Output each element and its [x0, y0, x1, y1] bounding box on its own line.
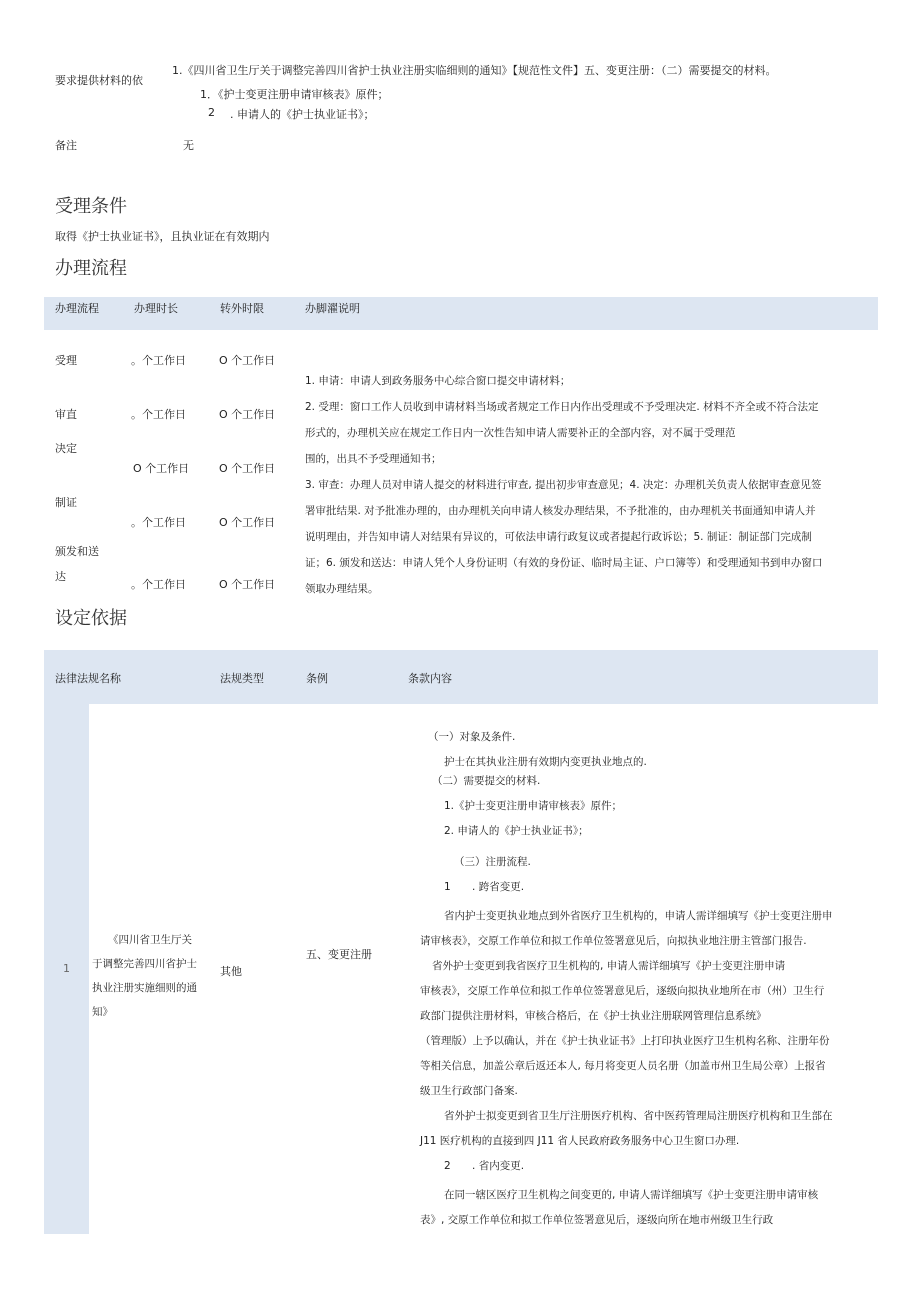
process-step-limit: O 个工作日: [219, 462, 276, 475]
process-heading: 办理流程: [55, 258, 127, 279]
materials-line-1: 1.《四川省卫生厅关于调整完善四川省护士执业注册实临细则的通知》【规范性文件】五、变更注册：（二）需要提交的材料。: [172, 64, 777, 77]
content-line: . 省内变更.: [472, 1160, 525, 1172]
process-description-line: 围的，出具不予受理通知书；: [305, 453, 442, 465]
content-line: 1.《护士变更注册申请审核表》原件；: [444, 800, 623, 812]
content-line: J11 医疗机构的直接到四 J11 省人民政府政务服务中心卫生窗口办理.: [420, 1135, 740, 1147]
basis-header-name: 法律法规名称: [55, 672, 121, 685]
content-line-number: 2: [444, 1160, 451, 1172]
content-line: 等相关信息，加盖公章后返还本人, 每月将变更人员名册（加盖市州卫生局公章）上报省: [420, 1060, 826, 1072]
process-description-line: 3. 审查：办理人员对申请人提交的材料进行审查, 提出初步审查意见；4. 决定：办理机关负责人依据审查意见签: [305, 479, 822, 491]
materials-line-3-number: 2: [208, 106, 215, 119]
content-line: 表》, 交原工作单位和拟工作单位签署意见后，逐级向所在地市州级卫生行政: [420, 1214, 774, 1226]
materials-line-2: 1．《护士变更注册申请审核表》原件；: [200, 88, 389, 101]
process-step-name: 审直: [55, 408, 77, 421]
basis-heading: 设定依据: [55, 608, 127, 629]
content-line: 在同一辖区医疗卫生机构之间变更的, 申请人需详细填写《护士变更注册申请审核: [444, 1189, 819, 1201]
process-description: [305, 368, 885, 602]
process-step-duration: O 个工作日: [133, 462, 190, 475]
content-line: 护士在其执业注册有效期内变更执业地点的.: [444, 756, 647, 768]
process-description-line: 证；6. 颁发和送达：申请人凭个人身份证明（有效的身份证、临时局主证、户口簿等）和受理通知书到申办窗口: [305, 557, 823, 569]
content-line: . 跨省变更.: [472, 881, 525, 893]
process-step-name: 决定: [55, 442, 77, 455]
process-header-step: 办理流程: [55, 302, 99, 315]
law-name-line: 执业注册实施细则的通: [92, 982, 197, 994]
law-name-line: 《四川省卫生厅关: [108, 934, 192, 946]
process-header-description: 办脚濯说明: [305, 302, 360, 315]
process-step-duration: 。个工作日: [131, 354, 186, 367]
content-line: 2. 申请人的《护士执业证书》；: [444, 825, 589, 837]
content-line: （二）需要提交的材料.: [432, 775, 541, 787]
content-line: 请审核表》，交原工作单位和拟工作单位签署意见后，向拟执业地注册主管部门报告.: [420, 935, 807, 947]
process-header-limit: 转外时限: [220, 302, 264, 315]
law-name-line: 于调整完善四川省护士: [92, 958, 197, 970]
basis-header-content: 条款内容: [408, 672, 452, 685]
process-step-limit: O 个工作日: [219, 354, 276, 367]
content-line: 审核表》，交原工作单位和拟工作单位签署意见后，逐级向拟执业地所在市（州）卫生行: [420, 985, 825, 997]
content-line: （三）注册流程.: [454, 856, 531, 868]
process-step-name: 制证: [55, 496, 77, 509]
acceptance-heading: 受理条件: [55, 196, 127, 217]
process-step-name: 颁发和送: [55, 545, 99, 558]
content-line-number: 1: [444, 881, 451, 893]
acceptance-text: 取得《护士执业证书》，且执业证在有效期内: [55, 230, 270, 243]
basis-row-law-name: [92, 928, 212, 1024]
process-description-line: 领取办理结果。: [305, 583, 379, 595]
process-description-line: 署审批结果. 对予批准办理的，由办理机关向申请人核发办理结果，不予批准的，由办理机关书面通知申请人并: [305, 505, 816, 517]
basis-header-band: [44, 650, 878, 704]
process-step-name-continued: 达: [55, 570, 66, 583]
content-line: 省外护士变更到我省医疗卫生机构的, 申请人需详细填写《护士变更注册申请: [432, 960, 786, 972]
content-line: （管理版）上予以确认，并在《护士执业证书》上打印执业医疗卫生机构名称、注册年份: [420, 1035, 830, 1047]
process-description-line: 2. 受理：窗口工作人员收到申请材料当场或者规定工作日内作出受理或不予受理决定. 材料不齐全或不符合法定: [305, 401, 819, 413]
basis-row-type: 其他: [220, 965, 242, 978]
process-step-name: 受理: [55, 354, 77, 367]
process-header-duration: 办理时长: [134, 302, 178, 315]
content-line: 省外护士拟变更到省卫生厅注册医疗机构、省中医药管理局注册医疗机构和卫生部在: [444, 1110, 833, 1122]
process-step-duration: 。个工作日: [131, 578, 186, 591]
content-line: 省内护士变更执业地点到外省医疗卫生机构的，申请人需详细填写《护士变更注册申: [444, 910, 833, 922]
basis-header-type: 法规类型: [220, 672, 264, 685]
materials-label: 要求提供材料的依: [55, 74, 143, 87]
basis-row-article: 五、变更注册: [306, 948, 372, 961]
content-line: 级卫生行政部门备案.: [420, 1085, 518, 1097]
process-description-line: 1. 申请：申请人到政务服务中心综合窗口提交申请材料；: [305, 375, 571, 387]
content-line: 政部门提供注册材料，审核合格后，在《护士执业注册联网管理信息系统》: [420, 1010, 767, 1022]
process-step-duration: 。个工作日: [131, 516, 186, 529]
basis-header-article: 条例: [306, 672, 328, 685]
process-description-line: 形式的，办理机关应在规定工作日内一次性告知申请人需要补正的全部内容，对不属于受理范: [305, 427, 736, 439]
process-step-limit: O 个工作日: [219, 408, 276, 421]
process-step-duration: 。个工作日: [131, 408, 186, 421]
content-line: （一）对象及条件.: [428, 731, 516, 743]
process-step-limit: O 个工作日: [219, 516, 276, 529]
remarks-value: 无: [183, 139, 194, 152]
process-step-limit: O 个工作日: [219, 578, 276, 591]
law-name-line: 知》: [92, 1006, 113, 1018]
basis-row-index: 1: [63, 962, 70, 975]
process-description-line: 说明理由，并告知申请人对结果有异议的，可依法申请行政复议或者提起行政诉讼；5. 制证：制证部门完成制: [305, 531, 812, 543]
remarks-label: 备注: [55, 139, 77, 152]
basis-row-content: [420, 725, 880, 1233]
materials-line-3-text: . 申请人的《护士执业证书》；: [230, 108, 375, 121]
